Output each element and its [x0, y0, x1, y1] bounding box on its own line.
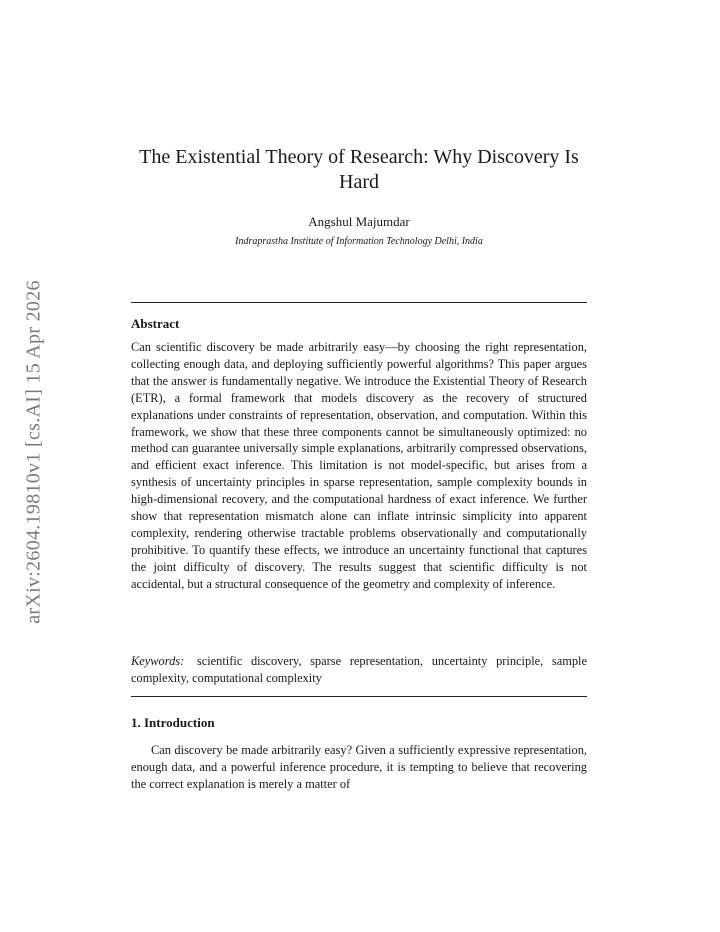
section-heading-introduction: 1. Introduction	[131, 715, 215, 730]
abstract-top-rule	[131, 302, 587, 303]
introduction-paragraph: Can discovery be made arbitrarily easy? Given a sufficiently expressive representation, enough data, and a powerful inference procedure, it is tempting to believe that recovering the correct explanation is merely a matter of	[131, 743, 587, 791]
paper-title: The Existential Theory of Research: Why Discovery Is Hard	[139, 146, 579, 193]
arxiv-identifier: arXiv:2604.19810v1 [cs.AI] 15 Apr 2026	[22, 280, 45, 624]
keywords-list: scientific discovery, sparse representation, uncertainty principle, sample complexity, computational complexity	[131, 654, 587, 685]
author-name: Angshul Majumdar	[308, 214, 410, 229]
abstract-bottom-rule	[131, 696, 587, 697]
author-affiliation: Indraprastha Institute of Information Technology Delhi, India	[235, 236, 483, 247]
keywords-label: Keywords:	[131, 654, 185, 668]
abstract-heading: Abstract	[131, 316, 180, 331]
abstract-text: Can scientific discovery be made arbitrarily easy—by choosing the right representation, collecting enough data, and deploying sufficiently powerful algorithms? This paper argues that the answer is fundamentally negative. We introduce the Existential Theory of Research (ETR), a formal framework that models discovery as the recovery of structured explanations under constraints of representation, observation, and computation. Within this framework, we show that these three components cannot be simultaneously optimized: no method can guarantee universally simple explanations, arbitrarily compressed observations, and efficient exact inference. This limitation is not model-specific, but arises from a synthesis of uncertainty principles in sparse representation, sample complexity bounds in high-dimensional recovery, and the computational hardness of exact inference. We further show that representation mismatch alone can inflate intrinsic simplicity into apparent complexity, rendering otherwise tractable problems observationally and computationally prohibitive. To quantify these effects, we introduce an uncertainty functional that captures the joint difficulty of discovery. The results suggest that scientific difficulty is not accidental, but a structural consequence of the geometry and complexity of inference.	[131, 340, 587, 591]
keywords	[131, 653, 587, 687]
